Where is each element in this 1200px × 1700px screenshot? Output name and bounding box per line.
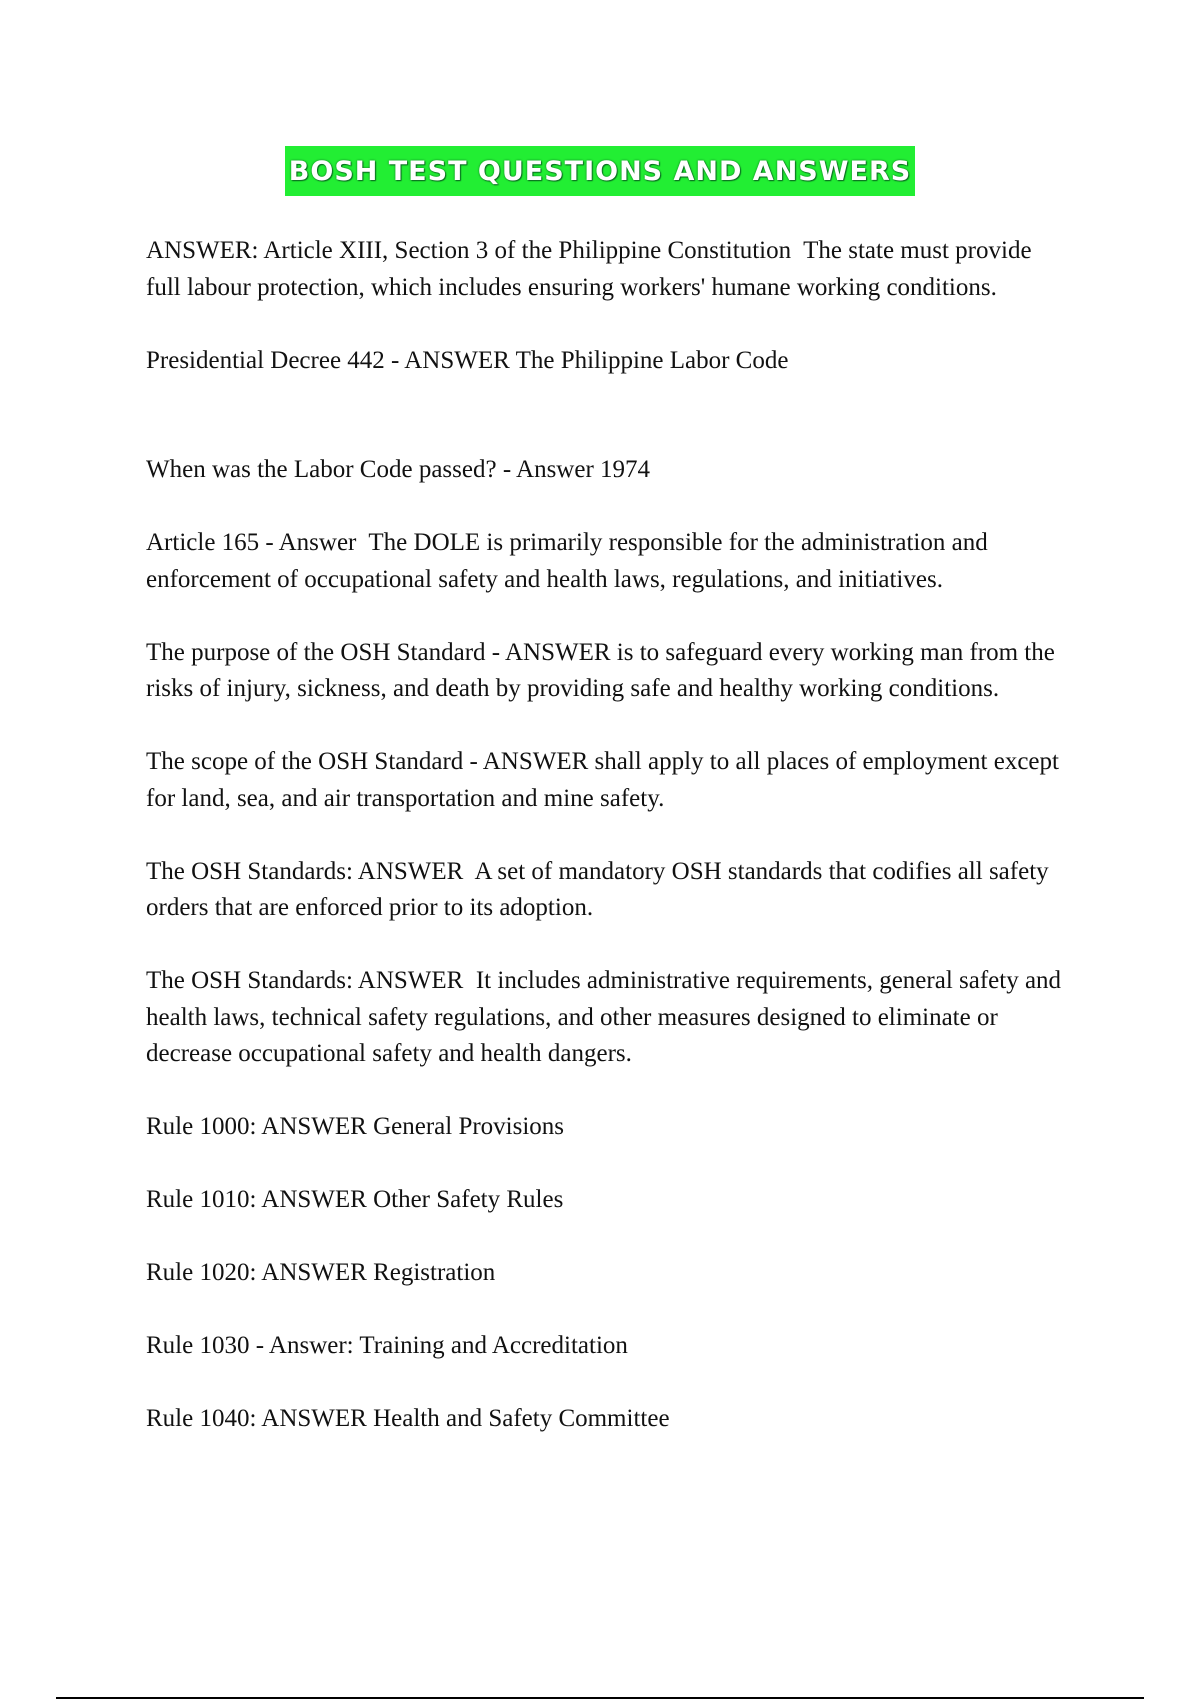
paragraph-rule-1000: Rule 1000: ANSWER General Provisions <box>146 1113 565 1140</box>
paragraph-article-165: Article 165 - Answer The DOLE is primarily responsible for the administration and enforcement of occupational safety and health laws, regulations, and initiatives. <box>146 529 994 593</box>
paragraph-rule-1040: Rule 1040: ANSWER Health and Safety Committee <box>146 1405 670 1432</box>
paragraph-osh-purpose: The purpose of the OSH Standard - ANSWER is to safeguard every working man from the risks of injury, sickness, and death by providing safe and healthy working conditions. <box>146 638 1062 702</box>
paragraph-rule-1030: Rule 1030 - Answer: Training and Accreditation <box>146 1332 628 1359</box>
document-title: BOSH TEST QUESTIONS AND ANSWERS <box>285 146 915 196</box>
paragraph-rule-1010: Rule 1010: ANSWER Other Safety Rules <box>146 1186 564 1213</box>
paragraph-osh-standards-1: The OSH Standards: ANSWER A set of mandatory OSH standards that codifies all safety orders that are enforced prior to its adoption. <box>146 857 1055 921</box>
paragraph-osh-scope: The scope of the OSH Standard - ANSWER shall apply to all places of employment except for land, sea, and air transportation and mine safety. <box>146 748 1066 812</box>
page-bottom-rule <box>56 1697 1144 1699</box>
document-body <box>146 233 1066 1474</box>
paragraph-rule-1020: Rule 1020: ANSWER Registration <box>146 1259 496 1286</box>
paragraph-pd-442: Presidential Decree 442 - ANSWER The Philippine Labor Code <box>146 346 789 374</box>
paragraph-constitution: ANSWER: Article XIII, Section 3 of the Philippine Constitution The state must provide full labour protection, which includes ensuring workers' humane working conditions. <box>146 237 1038 301</box>
title-container <box>0 146 1200 196</box>
paragraph-labor-code-year: When was the Labor Code passed? - Answer 1974 <box>146 456 651 483</box>
paragraph-osh-standards-2: The OSH Standards: ANSWER It includes administrative requirements, general safety and health laws, technical safety regulations, and other measures designed to eliminate or decrease occupational safety and health dangers. <box>146 967 1068 1067</box>
